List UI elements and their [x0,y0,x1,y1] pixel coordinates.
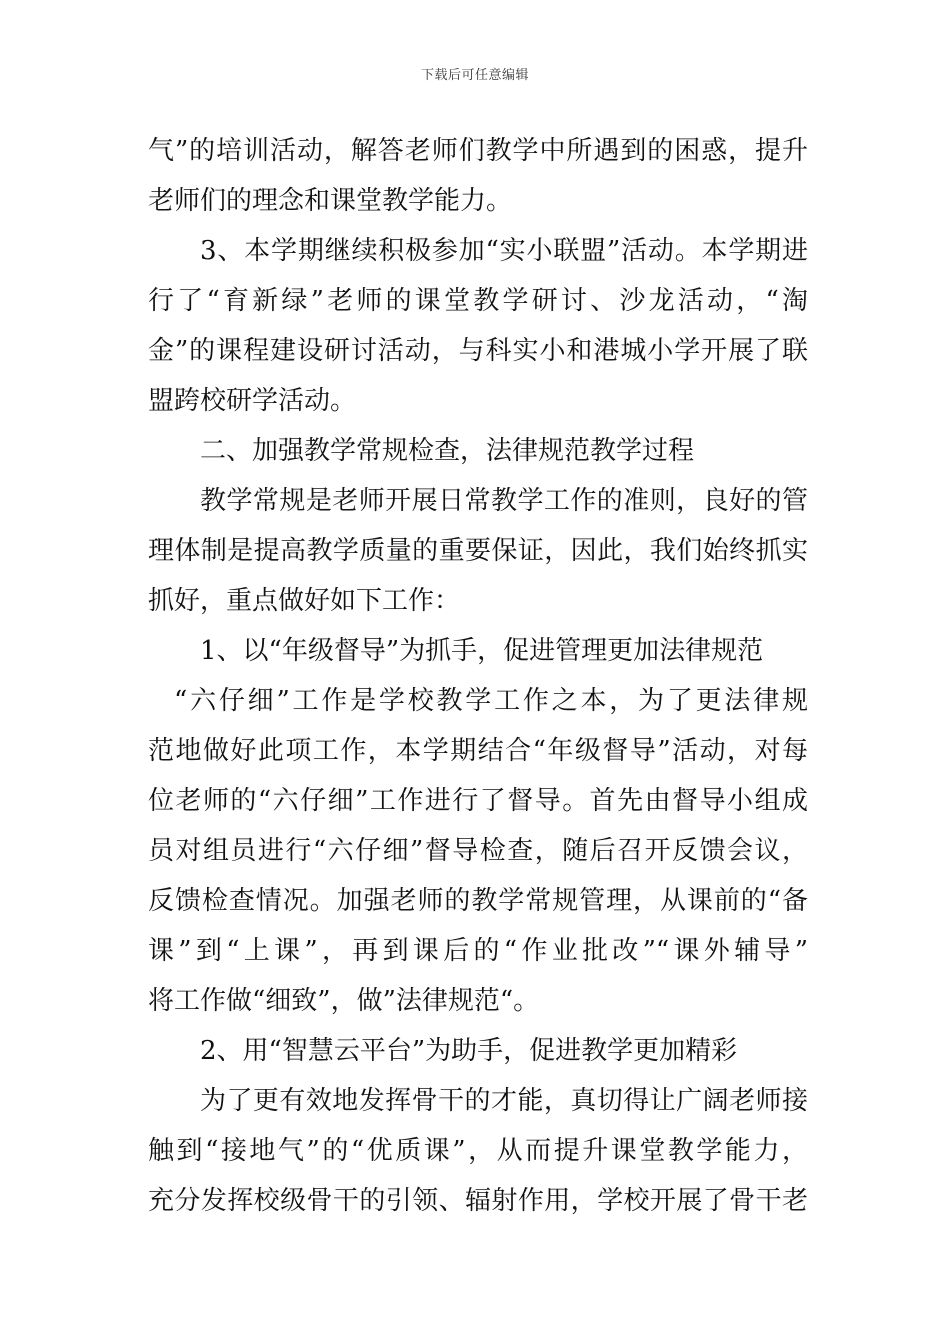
text-line: 气”的培训活动，解答老师们教学中所遇到的困惑，提升 [148,136,808,166]
section-heading: 二、加强教学常规检查，法律规范教学过程 [200,436,695,466]
text-line: 将工作做“细致”，做”法律规范“。 [148,986,540,1016]
text-line: 反馈检查情况。加强老师的教学常规管理，从课前的“备 [148,886,808,916]
text-line: 理体制是提高教学质量的重要保证，因此，我们始终抓实 [148,536,808,566]
subsection-heading: 2、用“智慧云平台”为助手，促进教学更加精彩 [200,1036,738,1066]
text-line: 位老师的“六仔细”工作进行了督导。首先由督导小组成 [148,786,808,816]
text-line: 员对组员进行“六仔细”督导检查，随后召开反馈会议， [148,836,808,866]
text-line: 教学常规是老师开展日常教学工作的准则，良好的管 [200,486,808,516]
text-line: 抓好，重点做好如下工作： [148,586,461,616]
text-line: 3、本学期继续积极参加“实小联盟”活动。本学期进 [200,236,808,266]
text-line: 行了“育新绿”老师的课堂教学研讨、沙龙活动，“淘 [148,286,808,316]
text-line: 金”的课程建设研讨活动，与科实小和港城小学开展了联 [148,336,808,366]
text-line: 老师们的理念和课堂教学能力。 [148,186,513,216]
text-line: 充分发挥校级骨干的引领、辐射作用，学校开展了骨干老 [148,1186,808,1216]
text-line: 触到“接地气”的“优质课”，从而提升课堂教学能力， [148,1136,808,1166]
document-body [148,126,808,1226]
text-line: 范地做好此项工作，本学期结合“年级督导”活动，对每 [148,736,808,766]
text-line: 课”到“上课”，再到课后的“作业批改”“课外辅导” [148,936,808,966]
text-line: 为了更有效地发挥骨干的才能，真切得让广阔老师接 [200,1086,808,1116]
text-line: 盟跨校研学活动。 [148,386,357,416]
subsection-heading: 1、以“年级督导”为抓手，促进管理更加法律规范 [200,636,764,666]
header-note: 下载后可任意编辑 [420,68,529,83]
text-line: “六仔细”工作是学校教学工作之本，为了更法律规 [174,686,808,716]
